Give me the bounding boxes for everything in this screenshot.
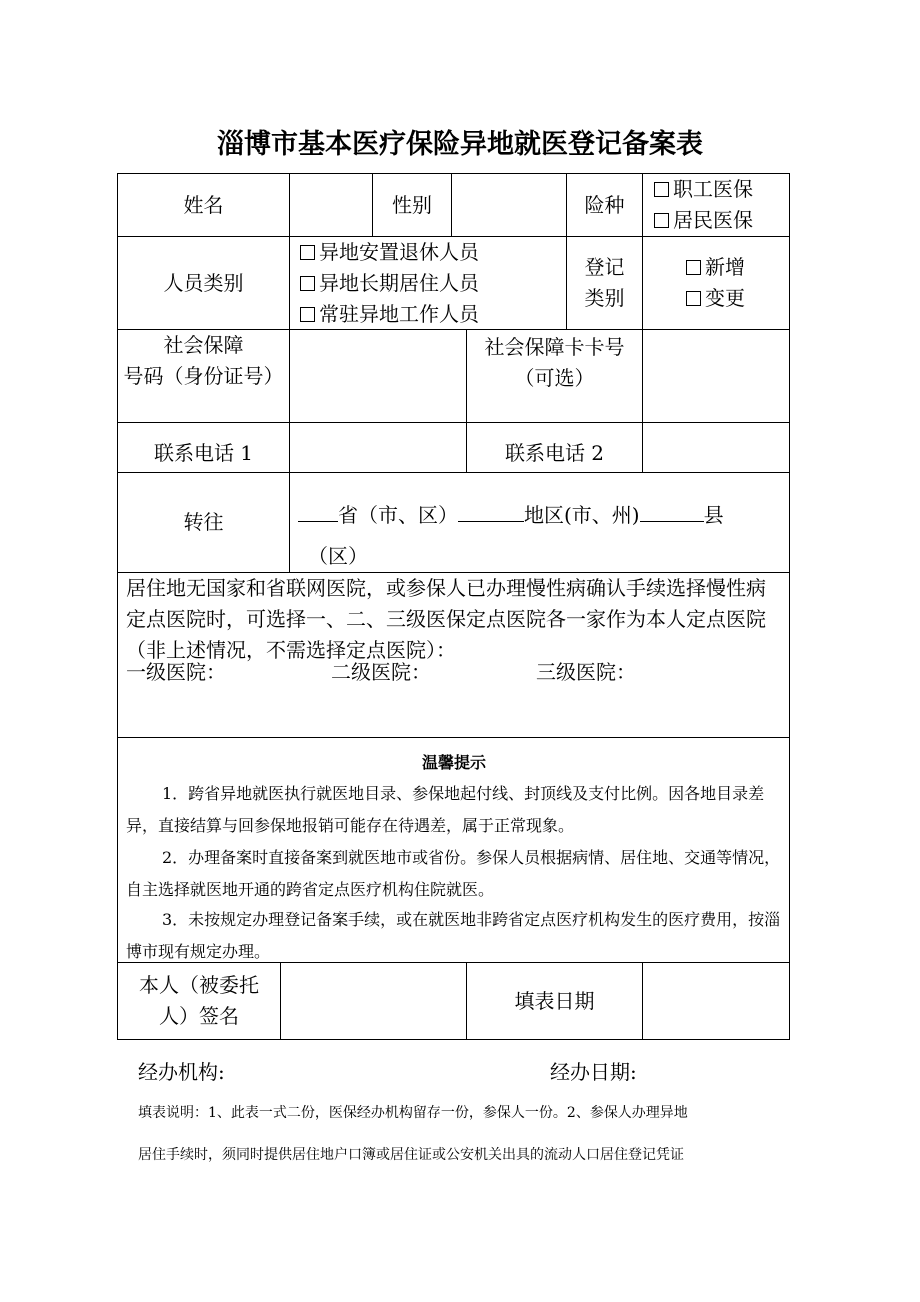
- phone2-field[interactable]: [643, 423, 789, 472]
- checkbox-icon[interactable]: [654, 213, 669, 228]
- insurance-type-label: 险种: [584, 192, 625, 217]
- fill-date-field[interactable]: [643, 963, 789, 1039]
- checkbox-icon[interactable]: [686, 291, 701, 306]
- signature-label: 本人（被委托 人）签名: [139, 973, 259, 1028]
- name-field[interactable]: [290, 174, 372, 236]
- tip-item-2: 2．办理备案时直接备案到就医地市或省份。参保人员根据病情、居住地、交通等情况，自主选择就医地开通的跨省定点医疗机构住院就医。: [126, 848, 781, 899]
- phone1-field[interactable]: [290, 423, 466, 472]
- form-title: 淄博市基本医疗保险异地就医登记备案表: [217, 129, 703, 160]
- person-type-option-long-term[interactable]: 异地长期居住人员: [300, 268, 479, 299]
- region-blank[interactable]: [458, 501, 524, 522]
- province-blank[interactable]: [298, 501, 338, 522]
- checkbox-icon[interactable]: [300, 276, 315, 291]
- card-number-field[interactable]: [643, 330, 789, 422]
- reg-type-label: 登记 类别: [584, 255, 625, 310]
- transfer-label: 转往: [183, 510, 224, 534]
- level3-hospital-label: 三级医院：: [536, 660, 636, 684]
- fill-instructions-line-1: 填表说明：1、此表一式二份，医保经办机构留存一份，参保人一份。2、参保人办理异地: [138, 1105, 688, 1121]
- district-text: （区）: [308, 544, 368, 568]
- hospital-description: 居住地无国家和省联网医院，或参保人已办理慢性病确认手续选择慢性病定点医院时，可选择一、二、三级医保定点医院各一家作为本人定点医院（非上述情况，不需选择定点医院）：: [126, 576, 766, 662]
- card-number-label: 社会保障卡卡号 （可选）: [484, 335, 625, 390]
- phone2-label: 联系电话 2: [504, 440, 605, 465]
- gender-field[interactable]: [452, 174, 566, 236]
- checkbox-icon[interactable]: [654, 182, 669, 197]
- reg-type-option-new[interactable]: 新增: [686, 252, 745, 283]
- reg-type-option-change[interactable]: 变更: [686, 283, 745, 314]
- fill-instructions-line-2: 居住手续时，须同时提供居住地户口簿或居住证或公安机关出具的流动人口居住登记凭证: [138, 1147, 684, 1163]
- tip-item-1: 1．跨省异地就医执行就医地目录、参保地起付线、封顶线及支付比例。因各地目录差异，直接结算与回参保地报销可能存在待遇差，属于正常现象。: [126, 784, 765, 835]
- ssn-label: 社会保障 号码（身份证号）: [123, 333, 284, 388]
- fill-date-label: 填表日期: [514, 988, 595, 1013]
- person-type-option-worker[interactable]: 常驻异地工作人员: [300, 299, 479, 330]
- level1-hospital-label: 一级医院：: [126, 660, 226, 684]
- transfer-destination: 省（市、区） 地区(市、州) 县: [298, 490, 778, 540]
- name-label: 姓名: [183, 192, 224, 217]
- insurance-option-employee[interactable]: 职工医保: [654, 174, 753, 205]
- tips-title: 温馨提示: [421, 753, 486, 772]
- checkbox-icon[interactable]: [300, 307, 315, 322]
- processing-date-label: 经办日期:: [550, 1060, 637, 1084]
- signature-field[interactable]: [281, 963, 466, 1039]
- checkbox-icon[interactable]: [686, 260, 701, 275]
- gender-label: 性别: [392, 192, 432, 217]
- county-blank[interactable]: [640, 501, 704, 522]
- insurance-option-resident[interactable]: 居民医保: [654, 205, 753, 236]
- phone1-label: 联系电话 1: [153, 440, 254, 465]
- person-type-label: 人员类别: [163, 270, 244, 295]
- tip-item-3: 3．未按规定办理登记备案手续，或在就医地非跨省定点医疗机构发生的医疗费用，按淄博市现有规定办理。: [126, 910, 781, 961]
- checkbox-icon[interactable]: [300, 245, 315, 260]
- level2-hospital-label: 二级医院：: [331, 660, 431, 684]
- ssn-field[interactable]: [290, 330, 466, 422]
- agency-label: 经办机构:: [138, 1060, 225, 1084]
- person-type-option-retired[interactable]: 异地安置退休人员: [300, 237, 479, 268]
